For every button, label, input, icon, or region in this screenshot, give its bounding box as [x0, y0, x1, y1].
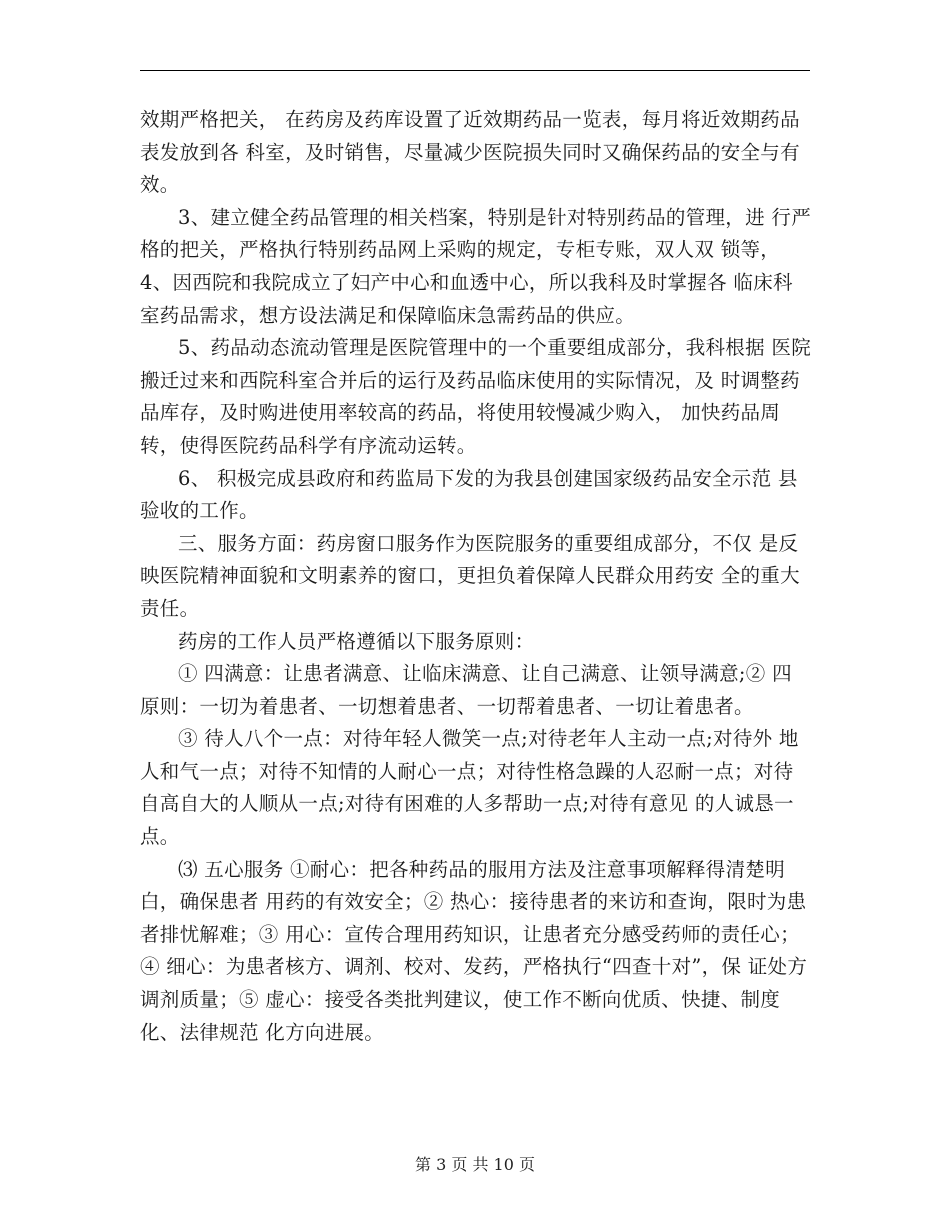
paragraph-2: 3、建立健全药品管理的相关档案，特别是针对特别药品的管理，进 行严格的把关，严格执行特别药品网上采购的规定，专柜专账，双人双 锁等， 4、因西院和我院成立了妇产中心和血透中心，所以我科及时掌握各 临床科室药品需求，想方设法满足和保障临床急需药品的供应。: [140, 205, 812, 327]
page-number-footer: 第 3 页 共 10 页: [415, 1155, 535, 1174]
paragraph-9: ⑶ 五心服务 ①耐心：把各种药品的服用方法及注意事项解释得清楚明白，确保患者 用药的有效安全；② 热心：接待患者的来访和查询，限时为患者排忧解难；③ 用心：宣传合理用药知识，让患者充分感受药师的责任心；④ 细心：为患者核方、调剂、校对、发药，严格执行“四查十对”，保 证处方调剂质量；⑤ 虚心：接受各类批判建议，使工作不断向优质、快捷、制度化、法律规范 化方向进展。: [140, 857, 808, 1044]
header-rule: [140, 70, 810, 71]
paragraph-7: ① 四满意：让患者满意、让临床满意、让自己满意、让领导满意;② 四 原则：一切为着患者、一切想着患者、一切帮着患者、一切让着患者。: [140, 662, 792, 718]
paragraph-6: 药房的工作人员严格遵循以下服务原则：: [178, 629, 535, 653]
paragraph-5: 三、服务方面：药房窗口服务作为医院服务的重要组成部分，不仅 是反映医院精神面貌和文明素养的窗口，更担负着保障人民群众用药安 全的重大责任。: [140, 531, 800, 620]
document-body: [140, 104, 812, 1049]
paragraph-1: 效期严格把关， 在药房及药库设置了近效期药品一览表，每月将近效期药品表发放到各 科室，及时销售，尽量减少医院损失同时又确保药品的安全与有效。: [140, 108, 800, 197]
paragraph-3: 5、药品动态流动管理是医院管理中的一个重要组成部分，我科根据 医院搬迁过来和西院科室合并后的运行及药品临床使用的实际情况，及 时调整药品库存，及时购进使用率较高的药品，将使用较慢减少购入， 加快药品周转，使得医院药品科学有序流动运转。: [140, 336, 812, 457]
paragraph-4: 6、 积极完成县政府和药监局下发的为我县创建国家级药品安全示范 县验收的工作。: [140, 466, 798, 523]
paragraph-8: ③ 待人八个一点：对待年轻人微笑一点;对待老年人主动一点;对待外 地人和气一点；对待不知情的人耐心一点；对待性格急躁的人忍耐一点；对待自高自大的人顺从一点;对待有困难的人多帮助一点;对待有意见 的人诚恳一点。: [140, 727, 799, 849]
